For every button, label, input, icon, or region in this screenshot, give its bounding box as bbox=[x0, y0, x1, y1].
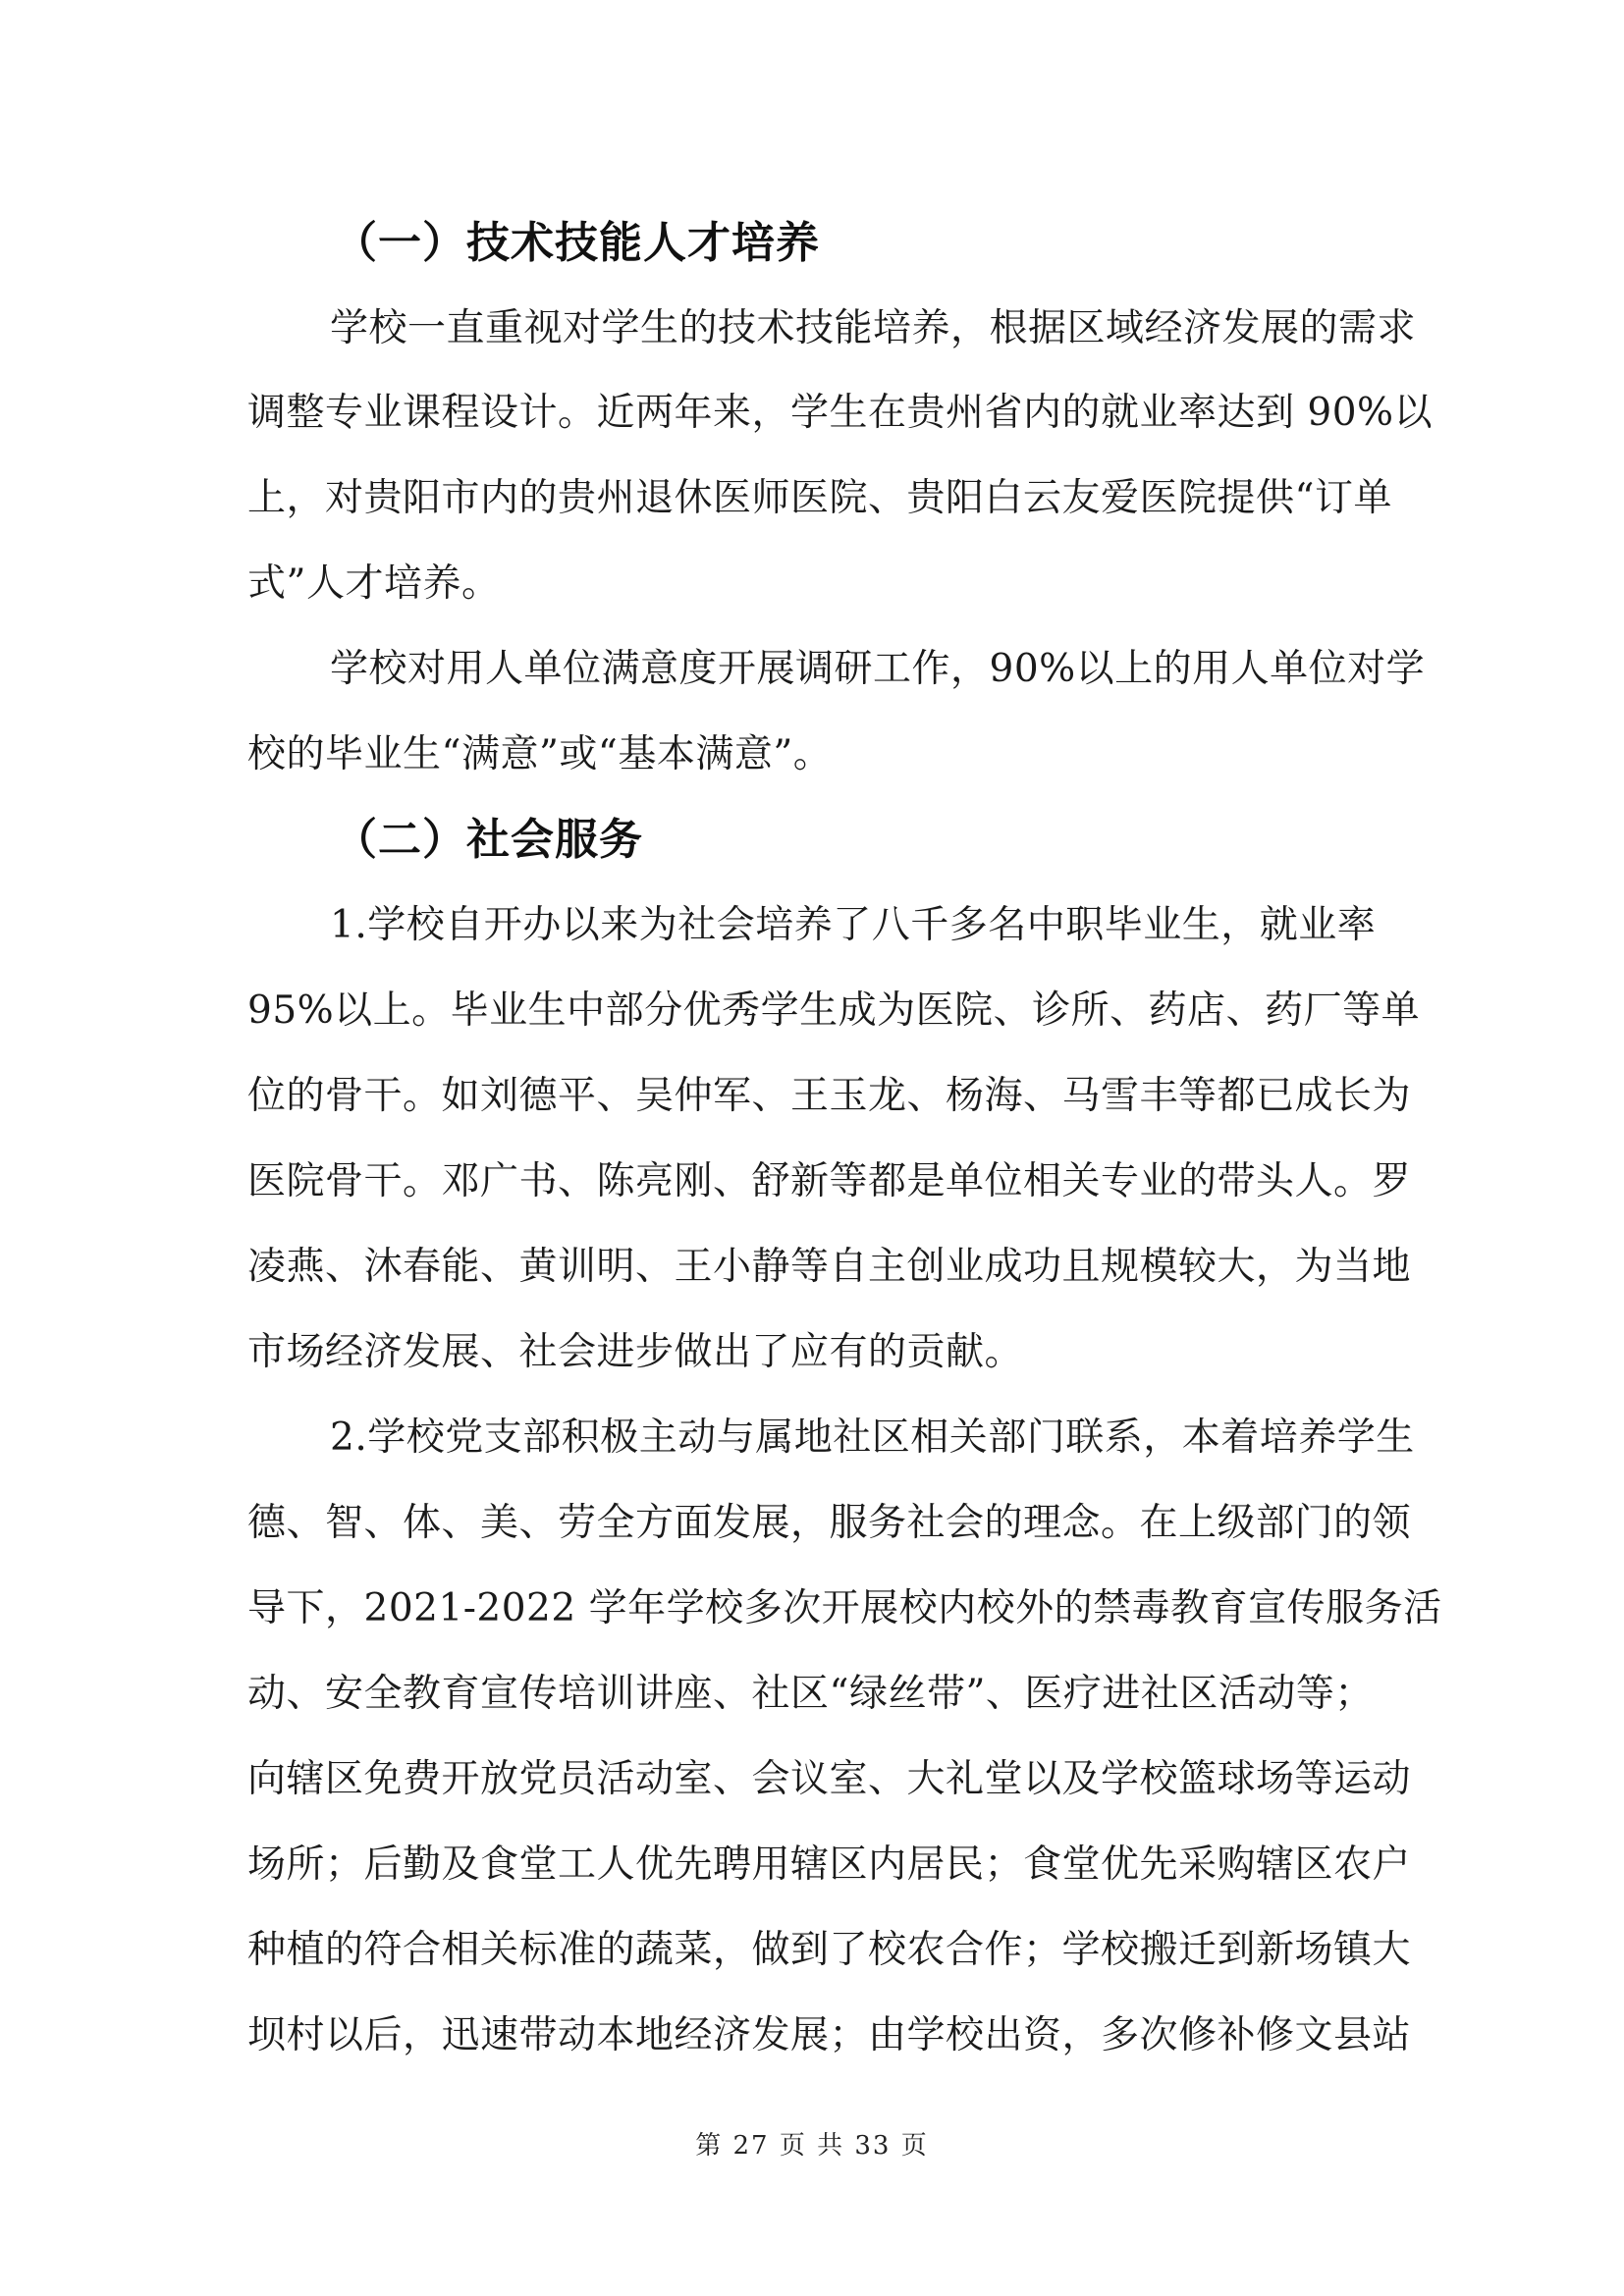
text-line: 市场经济发展、社会进步做出了应有的贡献。 bbox=[247, 1330, 1024, 1374]
text-line: 调整专业课程设计。近两年来，学生在贵州省内的就业率达到 90%以 bbox=[247, 391, 1434, 435]
text-line: 德、智、体、美、劳全方面发展，服务社会的理念。在上级部门的领 bbox=[247, 1501, 1412, 1545]
text-line: 坝村以后，迅速带动本地经济发展；由学校出资，多次修补修文县站 bbox=[247, 2013, 1412, 2057]
text-line: 动、安全教育宣传培训讲座、社区“绿丝带”、医疗进社区活动等； bbox=[247, 1672, 1374, 1716]
text-line: 医院骨干。邓广书、陈亮刚、舒新等都是单位相关专业的带头人。罗 bbox=[247, 1159, 1412, 1203]
section-heading-social-service: （二）社会服务 bbox=[334, 815, 643, 865]
text-line: 凌燕、沐春能、黄训明、王小静等自主创业成功且规模较大，为当地 bbox=[247, 1245, 1412, 1289]
text-line: 向辖区免费开放党员活动室、会议室、大礼堂以及学校篮球场等运动 bbox=[247, 1757, 1412, 1801]
text-line: 1.学校自开办以来为社会培养了八千多名中职毕业生，就业率 bbox=[330, 903, 1377, 947]
text-line: 2.学校党支部积极主动与属地社区相关部门联系，本着培养学生 bbox=[330, 1415, 1415, 1460]
text-line: 校的毕业生“满意”或“基本满意”。 bbox=[247, 732, 833, 776]
text-line: 学校一直重视对学生的技术技能培养，根据区域经济发展的需求 bbox=[330, 306, 1417, 350]
text-line: 95%以上。毕业生中部分优秀学生成为医院、诊所、药店、药厂等单 bbox=[247, 988, 1421, 1033]
text-line: 种植的符合相关标准的蔬菜，做到了校农合作；学校搬迁到新场镇大 bbox=[247, 1928, 1412, 1972]
page-footer-number: 第 27 页 共 33 页 bbox=[695, 2131, 929, 2161]
text-line: 上，对贵阳市内的贵州退休医师医院、贵阳白云友爱医院提供“订单 bbox=[247, 476, 1392, 520]
text-line: 位的骨干。如刘德平、吴仲军、王玉龙、杨海、马雪丰等都已成长为 bbox=[247, 1074, 1412, 1118]
text-line: 场所；后勤及食堂工人优先聘用辖区内居民；食堂优先采购辖区农户 bbox=[247, 1842, 1412, 1887]
text-line: 式”人才培养。 bbox=[247, 561, 501, 606]
text-line: 学校对用人单位满意度开展调研工作，90%以上的用人单位对学 bbox=[330, 647, 1426, 691]
text-line: 导下，2021-2022 学年学校多次开展校内校外的禁毒教育宣传服务活 bbox=[247, 1586, 1442, 1630]
section-heading-talent-training: （一）技术技能人才培养 bbox=[334, 218, 820, 268]
